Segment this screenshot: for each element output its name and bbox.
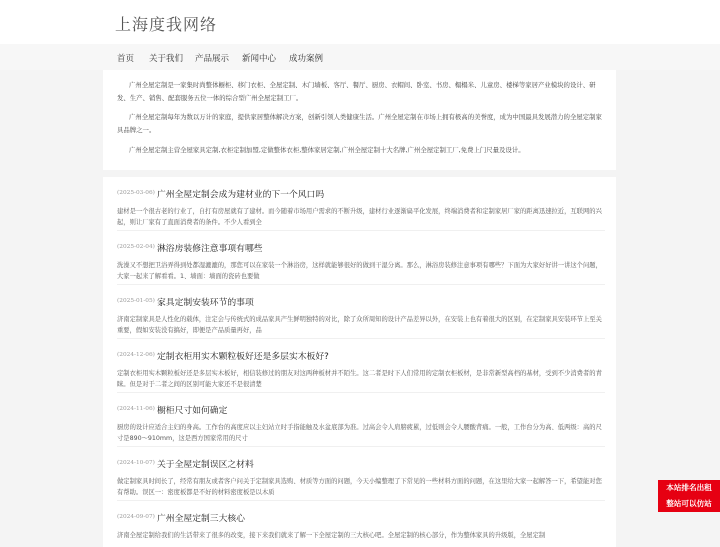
article-date: (2024-12-06)	[117, 352, 155, 358]
nav-item-products[interactable]: 产品展示	[195, 54, 230, 64]
article-date: (2025-02-04)	[117, 244, 155, 250]
promo-badge-line: 本站排名出租	[666, 483, 712, 492]
divider	[117, 284, 605, 285]
divider	[117, 230, 605, 231]
article-title[interactable]: 橱柜尺寸如何确定	[157, 406, 228, 416]
article-date: (2024-09-07)	[117, 514, 155, 520]
site-title[interactable]: 上海度我网络	[115, 15, 218, 34]
intro-paragraph: 广州全屋定制是一家集时尚整体橱柜、移门衣柜、全屋定制、木门墙板、客厅、餐厅、厨房、衣帽间、卧室、书房、榻榻米、儿童房、楼梯等家居产业模块的设计、研发、生产、销售、配套服务五位一体的综合型广州全屋定制工厂。	[117, 81, 596, 102]
article-summary: 洗澡又不想把卫浴弄得到处都湿漉漉的，那您可以在家装一个淋浴房，这样就能够很好的做到干湿分离。那么，淋浴房装修注意事项有哪些？下面为大家好好讲一讲这个问题，大家一起来了解看看。1、墙面：墙面的瓷砖也要做	[117, 262, 602, 280]
divider	[117, 446, 605, 447]
article-list	[103, 177, 616, 547]
main-nav	[0, 44, 720, 70]
article-title[interactable]: 广州全屋定制三大核心	[157, 514, 245, 524]
intro-section	[103, 70, 616, 170]
article-summary: 定制衣柜用实木颗粒板好还是多层实木板好，相信装修过的朋友对这两种板材并不陌生。这二者是时下人们常用的定制衣柜板材，是非常新型高档的基材，受到不少消费者的青睐。但是对于二者之间的区别可能大家还不是很清楚	[117, 370, 602, 388]
nav-item-news[interactable]: 新闻中心	[242, 54, 277, 64]
article-title[interactable]: 定制衣柜用实木颗粒板好还是多层实木板好?	[157, 352, 329, 362]
article-summary: 建材是一个很古老的行业了，自打有房屋就有了建材。而今随着市场用户需求的不断升级，建材行业逐渐扁平化发展，终端消费者和定制家居厂家的距离迅速拉近，互联网的兴起，则让厂家有了直面消费者的条件。不少人看到全	[117, 208, 602, 226]
nav-item-about[interactable]: 关于我们	[149, 54, 184, 64]
divider	[117, 338, 605, 339]
promo-badge[interactable]	[658, 480, 720, 512]
article-summary: 做定制家具时间长了，经常有朋友或者客户问关于定制家具选购、材质等方面的问题，今天小编整理了下常见的一些材料方面的问题，在这里给大家一起解答一下，希望能对您有帮助。误区一：密度板都是不好的材料密度板是以木质	[117, 478, 602, 496]
article-date: (2024-10-07)	[117, 460, 155, 466]
article-summary: 厨房的设计应适合主妇的身高。工作台的高度应以主妇站立时手指能触及水盆底部为准。过高会令人肩膀疲累，过低则会令人腰酸背痛。一般，工作台分为高、低两级：高的尺寸是890～910mm，这是西方国家常用的尺寸	[117, 424, 602, 442]
intro-paragraph: 广州全屋定制每年为数以万计的家庭，提供家居整体解决方案，创新引领人类健康生活。广州全屋定制在市场上拥有极高的美誉度，成为中国最具发展潜力的全屋定制家具品牌之一。	[117, 113, 602, 134]
header	[0, 0, 720, 45]
article-title[interactable]: 淋浴房装修注意事项有哪些	[157, 244, 263, 254]
article-date: (2024-11-06)	[117, 406, 155, 412]
divider	[117, 392, 605, 393]
article-head	[117, 241, 607, 255]
article-head	[117, 187, 607, 201]
article-summary: 济南定制家具是人性化的载体，注定会与传统式的成品家具产生鲜明独特的对比，除了众所周知的设计产品差异以外，在安装上也有着很大的区别，在定制家具安装环节上至关重要，假如安装没有搞好，即便是产品质量再好，品	[117, 316, 602, 334]
article-title[interactable]: 关于全屋定制误区之材料	[157, 460, 254, 470]
article-head	[117, 349, 607, 363]
article-summary: 济南全屋定制给我们的生活带来了很多的改变，接下来我们就来了解一下全屋定制的三大核心吧。全屋定制的核心部分，作为整体家具的升级版，全屋定制	[117, 532, 546, 539]
article-head	[117, 295, 607, 309]
article-title[interactable]: 家具定制安装环节的事项	[157, 298, 254, 308]
article-title[interactable]: 广州全屋定制会成为建材业的下一个风口吗	[157, 190, 325, 200]
nav-item-cases[interactable]: 成功案例	[289, 54, 324, 64]
promo-badge-line: 整站可以仿站	[666, 499, 712, 508]
article-head	[117, 511, 607, 525]
article-head	[117, 457, 607, 471]
intro-paragraph: 广州全屋定制主营全屋家具定制,衣柜定制加盟,定做整体衣柜,整体家居定制,广州全屋定制十大名牌,广州全屋定制工厂,免费上门尺量及设计。	[129, 146, 525, 154]
article-date: (2025-01-05)	[117, 298, 155, 304]
nav-item-home[interactable]: 首页	[117, 54, 135, 64]
article-head	[117, 403, 607, 417]
article-date: (2025-03-06)	[117, 190, 155, 196]
divider	[117, 500, 605, 501]
